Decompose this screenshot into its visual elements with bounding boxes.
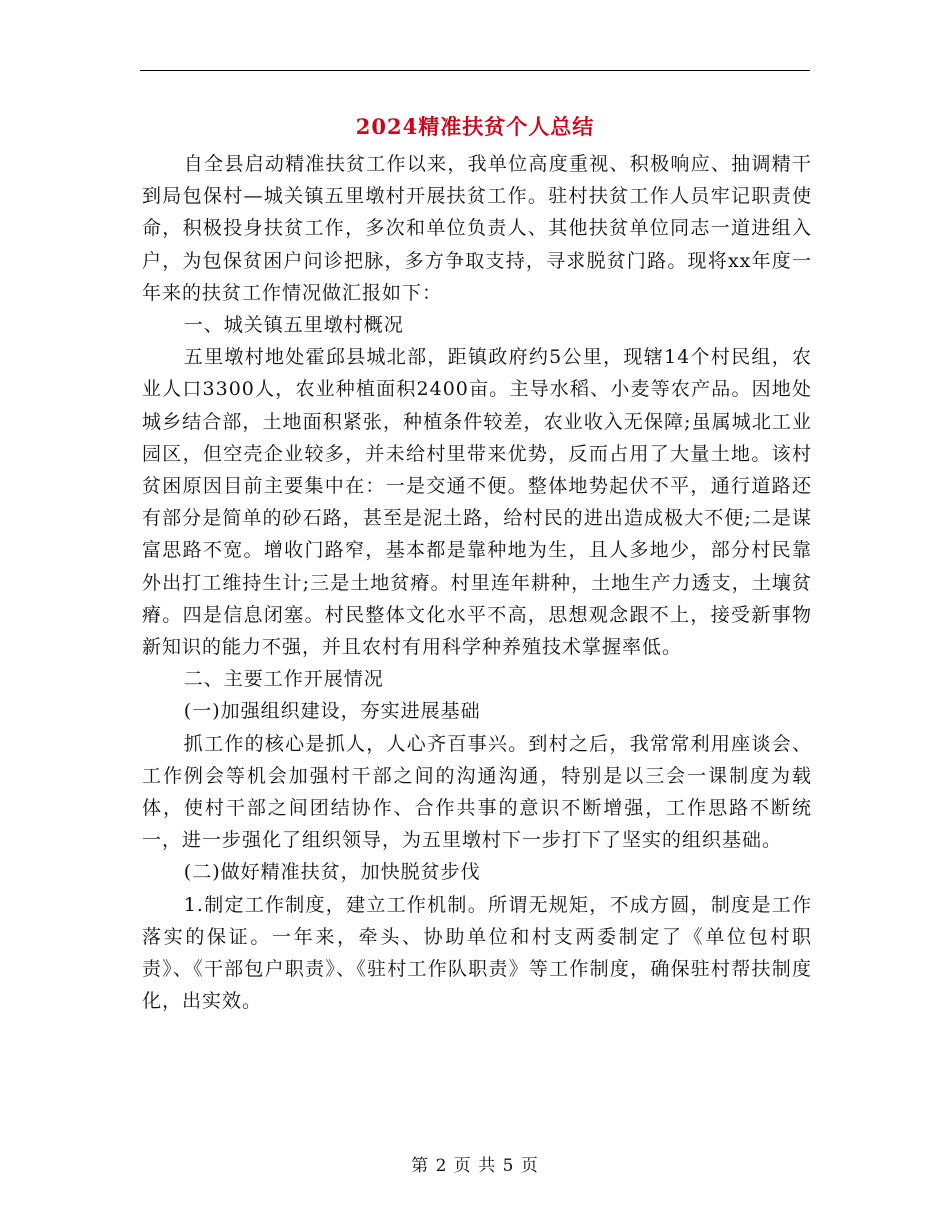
document-title: 2024精准扶贫个人总结 — [355, 114, 595, 139]
document-body — [142, 148, 812, 1017]
page-number: 第 2 页 共 5 页 — [411, 1156, 539, 1176]
paragraph-organization: 抓工作的核心是抓人，人心齐百事兴。到村之后，我常常利用座谈会、工作例会等机会加强村干部之间的沟通沟通，特别是以三会一课制度为载体，使村干部之间团结协作、合作共事的意识不断增强，工作思路不断统一，进一步强化了组织领导，为五里墩村下一步打下了坚实的组织基础。 — [142, 732, 812, 852]
subheading-2-2: (二)做好精准扶贫，加快脱贫步伐 — [183, 861, 481, 884]
heading-section-1: 一、城关镇五里墩村概况 — [183, 314, 404, 337]
page-footer — [0, 1154, 950, 1178]
paragraph-village-overview: 五里墩村地处霍邱县城北部，距镇政府约5公里，现辖14个村民组，农业人口3300人，农业种植面积2400亩。主导水稻、小麦等农产品。因地处城乡结合部，土地面积紧张，种植条件较差，农业收入无保障;虽属城北工业园区，但空壳企业较多，并未给村里带来优势，反而占用了大量土地。该村贫困原因目前主要集中在：一是交通不便。整体地势起伏不平，通行道路还有部分是简单的砂石路，甚至是泥土路，给村民的进出造成极大不便;二是谋富思路不宽。增收门路窄，基本都是靠种地为生，且人多地少，部分村民靠外出打工维持生计;三是土地贫瘠。村里连年耕种，土地生产力透支，土壤贫瘠。四是信息闭塞。村民整体文化水平不高，思想观念跟不上，接受新事物新知识的能力不强，并且农村有用科学种养殖技术掌握率低。 — [142, 346, 812, 659]
paragraph-intro: 自全县启动精准扶贫工作以来，我单位高度重视、积极响应、抽调精干到局包保村—城关镇五里墩村开展扶贫工作。驻村扶贫工作人员牢记职责使命，积极投身扶贫工作，多次和单位负责人、其他扶贫单位同志一道进组入户，为包保贫困户问诊把脉，多方争取支持，寻求脱贫门路。现将xx年度一年来的扶贫工作情况做汇报如下： — [142, 153, 812, 304]
paragraph-work-system: 1.制定工作制度，建立工作机制。所谓无规矩，不成方圆，制度是工作落实的保证。一年来，牵头、协助单位和村支两委制定了《单位包村职责》、《干部包户职责》、《驻村工作队职责》等工作制度，确保驻村帮扶制度化，出实效。 — [142, 893, 812, 1013]
subheading-2-1: (一)加强组织建设，夯实进展基础 — [183, 700, 481, 723]
header-rule — [140, 70, 810, 71]
heading-section-2: 二、主要工作开展情况 — [183, 668, 384, 691]
